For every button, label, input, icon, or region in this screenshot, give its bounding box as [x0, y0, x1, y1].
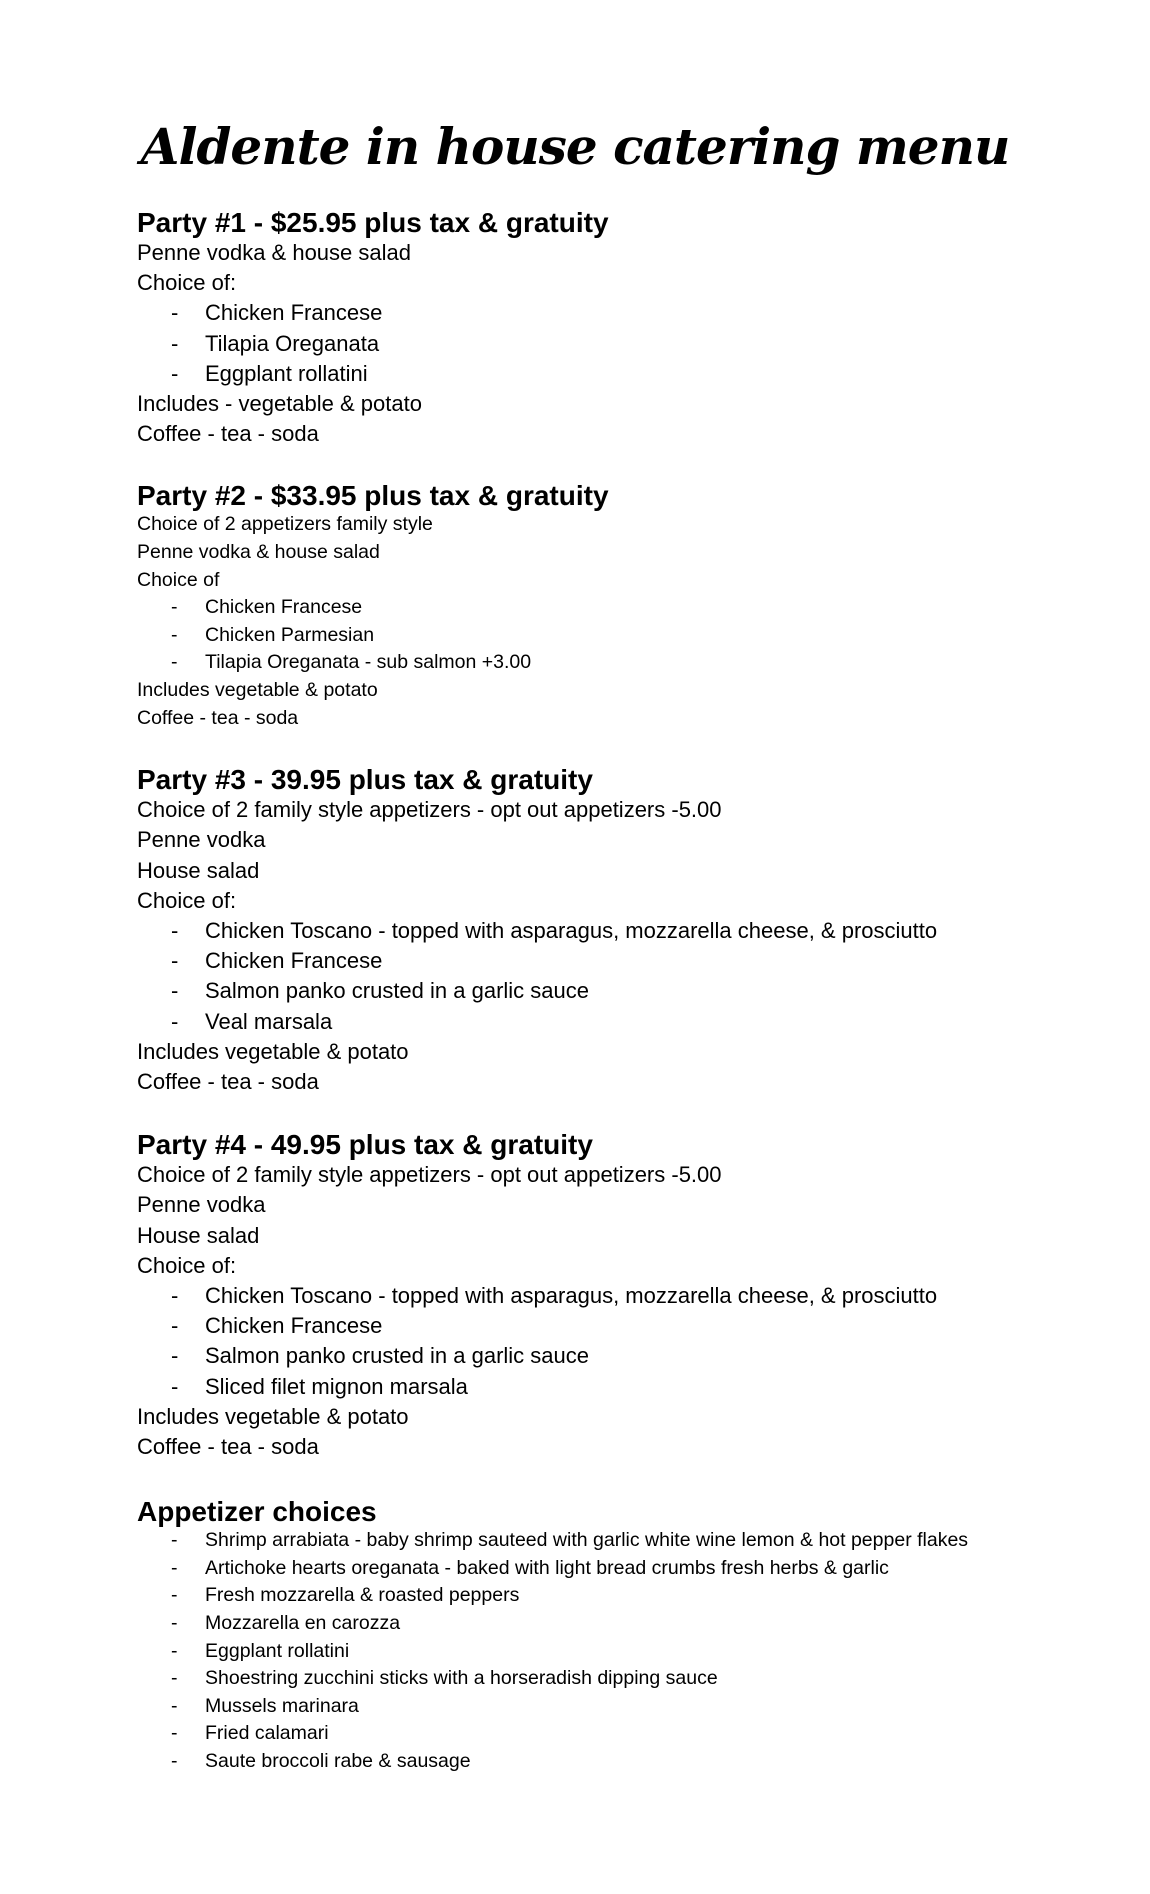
bullet-dash: -: [171, 623, 178, 646]
party-3-choice: [137, 946, 1117, 976]
party-3-line: Choice of 2 family style appetizers - opt out appetizers -5.00: [137, 797, 722, 823]
choice-text: Chicken Toscano - topped with asparagus, mozzarella cheese, & prosciutto: [205, 917, 938, 943]
party-2-line: Choice of 2 appetizers family style: [137, 513, 433, 536]
party-4-section: [137, 1130, 1117, 1462]
appetizer-text: Fresh mozzarella & roasted peppers: [205, 1584, 520, 1607]
bullet-dash: -: [171, 1639, 178, 1662]
appetizer-text: Shoestring zucchini sticks with a horseradish dipping sauce: [205, 1667, 718, 1690]
party-3-line: House salad: [137, 857, 260, 883]
bullet-dash: -: [171, 360, 179, 386]
bullet-dash: -: [171, 1556, 178, 1579]
bullet-dash: -: [171, 1612, 178, 1635]
party-2-choices: [137, 594, 1117, 677]
party-3-choices: [137, 916, 1117, 1037]
party-2-heading: Party #2 - $33.95 plus tax & gratuity: [137, 480, 609, 512]
party-1-line: Choice of:: [137, 270, 237, 296]
appetizer-text: Saute broccoli rabe & sausage: [205, 1749, 471, 1772]
bullet-dash: -: [171, 596, 178, 619]
party-2-section: [137, 481, 1117, 732]
party-3-line: Includes vegetable & potato: [137, 1038, 409, 1064]
appetizer-item: [137, 1610, 1117, 1638]
appetizer-text: Mussels marinara: [205, 1694, 359, 1717]
party-3-line: Coffee - tea - soda: [137, 1069, 319, 1094]
bullet-dash: -: [171, 1749, 178, 1772]
party-2-line: Includes vegetable & potato: [137, 678, 378, 701]
party-4-choice: [137, 1311, 1117, 1341]
choice-text: Chicken Toscano - topped with asparagus, mozzarella cheese, & prosciutto: [205, 1283, 938, 1309]
party-3-line: Penne vodka: [137, 827, 266, 853]
bullet-dash: -: [171, 1529, 178, 1552]
choice-text: Chicken Francese: [205, 596, 363, 619]
appetizer-list: [137, 1527, 1117, 1775]
appetizer-item: [137, 1527, 1117, 1555]
appetizer-text: Eggplant rollatini: [205, 1639, 350, 1662]
choice-text: Chicken Francese: [205, 948, 383, 974]
party-4-choice: [137, 1372, 1117, 1402]
party-1-line: Coffee - tea - soda: [137, 421, 319, 447]
bullet-dash: -: [171, 1722, 178, 1745]
party-4-line: Choice of:: [137, 1252, 237, 1278]
party-3-choice: [137, 1007, 1117, 1037]
party-4-line: Coffee - tea - soda: [137, 1434, 319, 1460]
party-3-choice: [137, 916, 1117, 946]
appetizer-item: [137, 1555, 1117, 1583]
menu-title: Aldente in house catering menu: [140, 117, 1010, 176]
party-1-line: Penne vodka & house salad: [137, 240, 411, 265]
party-4-line: Penne vodka: [137, 1192, 266, 1218]
party-1-heading: Party #1 - $25.95 plus tax & gratuity: [137, 207, 609, 238]
bullet-dash: -: [171, 1008, 179, 1034]
bullet-dash: -: [171, 978, 179, 1004]
appetizer-item: [137, 1665, 1117, 1693]
appetizer-text: Artichoke hearts oreganata - baked with light bread crumbs fresh herbs & garlic: [205, 1556, 889, 1579]
party-1-choices: [137, 298, 1117, 389]
appetizers-heading: Appetizer choices: [137, 1496, 377, 1528]
bullet-dash: -: [171, 1313, 179, 1339]
party-4-choices: [137, 1281, 1117, 1402]
appetizer-text: Mozzarella en carozza: [205, 1612, 401, 1635]
bullet-dash: -: [171, 1584, 178, 1607]
bullet-dash: -: [171, 1283, 179, 1309]
party-4-choice: [137, 1281, 1117, 1311]
appetizer-text: Shrimp arrabiata - baby shrimp sauteed with garlic white wine lemon & hot pepper flakes: [205, 1529, 969, 1552]
bullet-dash: -: [171, 1343, 179, 1369]
appetizer-text: Fried calamari: [205, 1722, 329, 1745]
choice-text: Chicken Francese: [205, 300, 383, 326]
bullet-dash: -: [171, 948, 179, 974]
party-2-choice: [137, 649, 1117, 677]
bullet-dash: -: [171, 1373, 179, 1399]
bullet-dash: -: [171, 651, 178, 674]
appetizers-section: [137, 1497, 1117, 1775]
party-2-line: Penne vodka & house salad: [137, 541, 380, 564]
party-3-line: Choice of:: [137, 887, 237, 913]
appetizer-item: [137, 1720, 1117, 1748]
bullet-dash: -: [171, 1694, 178, 1717]
menu-content: [137, 208, 1117, 1776]
appetizer-item: [137, 1582, 1117, 1610]
party-3-section: [137, 765, 1117, 1097]
choice-text: Chicken Francese: [205, 1313, 383, 1339]
choice-text: Salmon panko crusted in a garlic sauce: [205, 1343, 589, 1369]
choice-text: Eggplant rollatini: [205, 360, 368, 386]
appetizer-item: [137, 1693, 1117, 1721]
party-4-choice: [137, 1341, 1117, 1371]
party-4-line: House salad: [137, 1222, 260, 1248]
choice-text: Salmon panko crusted in a garlic sauce: [205, 978, 589, 1004]
party-2-line: Coffee - tea - soda: [137, 706, 299, 729]
choice-text: Chicken Parmesian: [205, 623, 375, 646]
party-4-heading: Party #4 - 49.95 plus tax & gratuity: [137, 1129, 593, 1161]
party-1-choice: [137, 329, 1117, 359]
bullet-dash: -: [171, 917, 179, 943]
bullet-dash: -: [171, 1667, 178, 1690]
bullet-dash: -: [171, 330, 179, 356]
party-4-line: Choice of 2 family style appetizers - opt out appetizers -5.00: [137, 1162, 722, 1188]
party-1-section: [137, 208, 1117, 449]
party-2-choice: [137, 594, 1117, 622]
choice-text: Tilapia Oreganata - sub salmon +3.00: [205, 651, 532, 674]
choice-text: Sliced filet mignon marsala: [205, 1373, 468, 1399]
party-1-line: Includes - vegetable & potato: [137, 391, 422, 417]
party-2-choice: [137, 622, 1117, 650]
party-3-choice: [137, 976, 1117, 1006]
appetizer-item: [137, 1638, 1117, 1666]
appetizer-item: [137, 1748, 1117, 1776]
party-1-choice: [137, 359, 1117, 389]
party-2-line: Choice of: [137, 568, 220, 591]
choice-text: Veal marsala: [205, 1008, 333, 1034]
bullet-dash: -: [171, 300, 179, 326]
party-4-line: Includes vegetable & potato: [137, 1403, 409, 1429]
choice-text: Tilapia Oreganata: [205, 330, 380, 356]
party-1-choice: [137, 298, 1117, 328]
party-3-heading: Party #3 - 39.95 plus tax & gratuity: [137, 764, 593, 796]
